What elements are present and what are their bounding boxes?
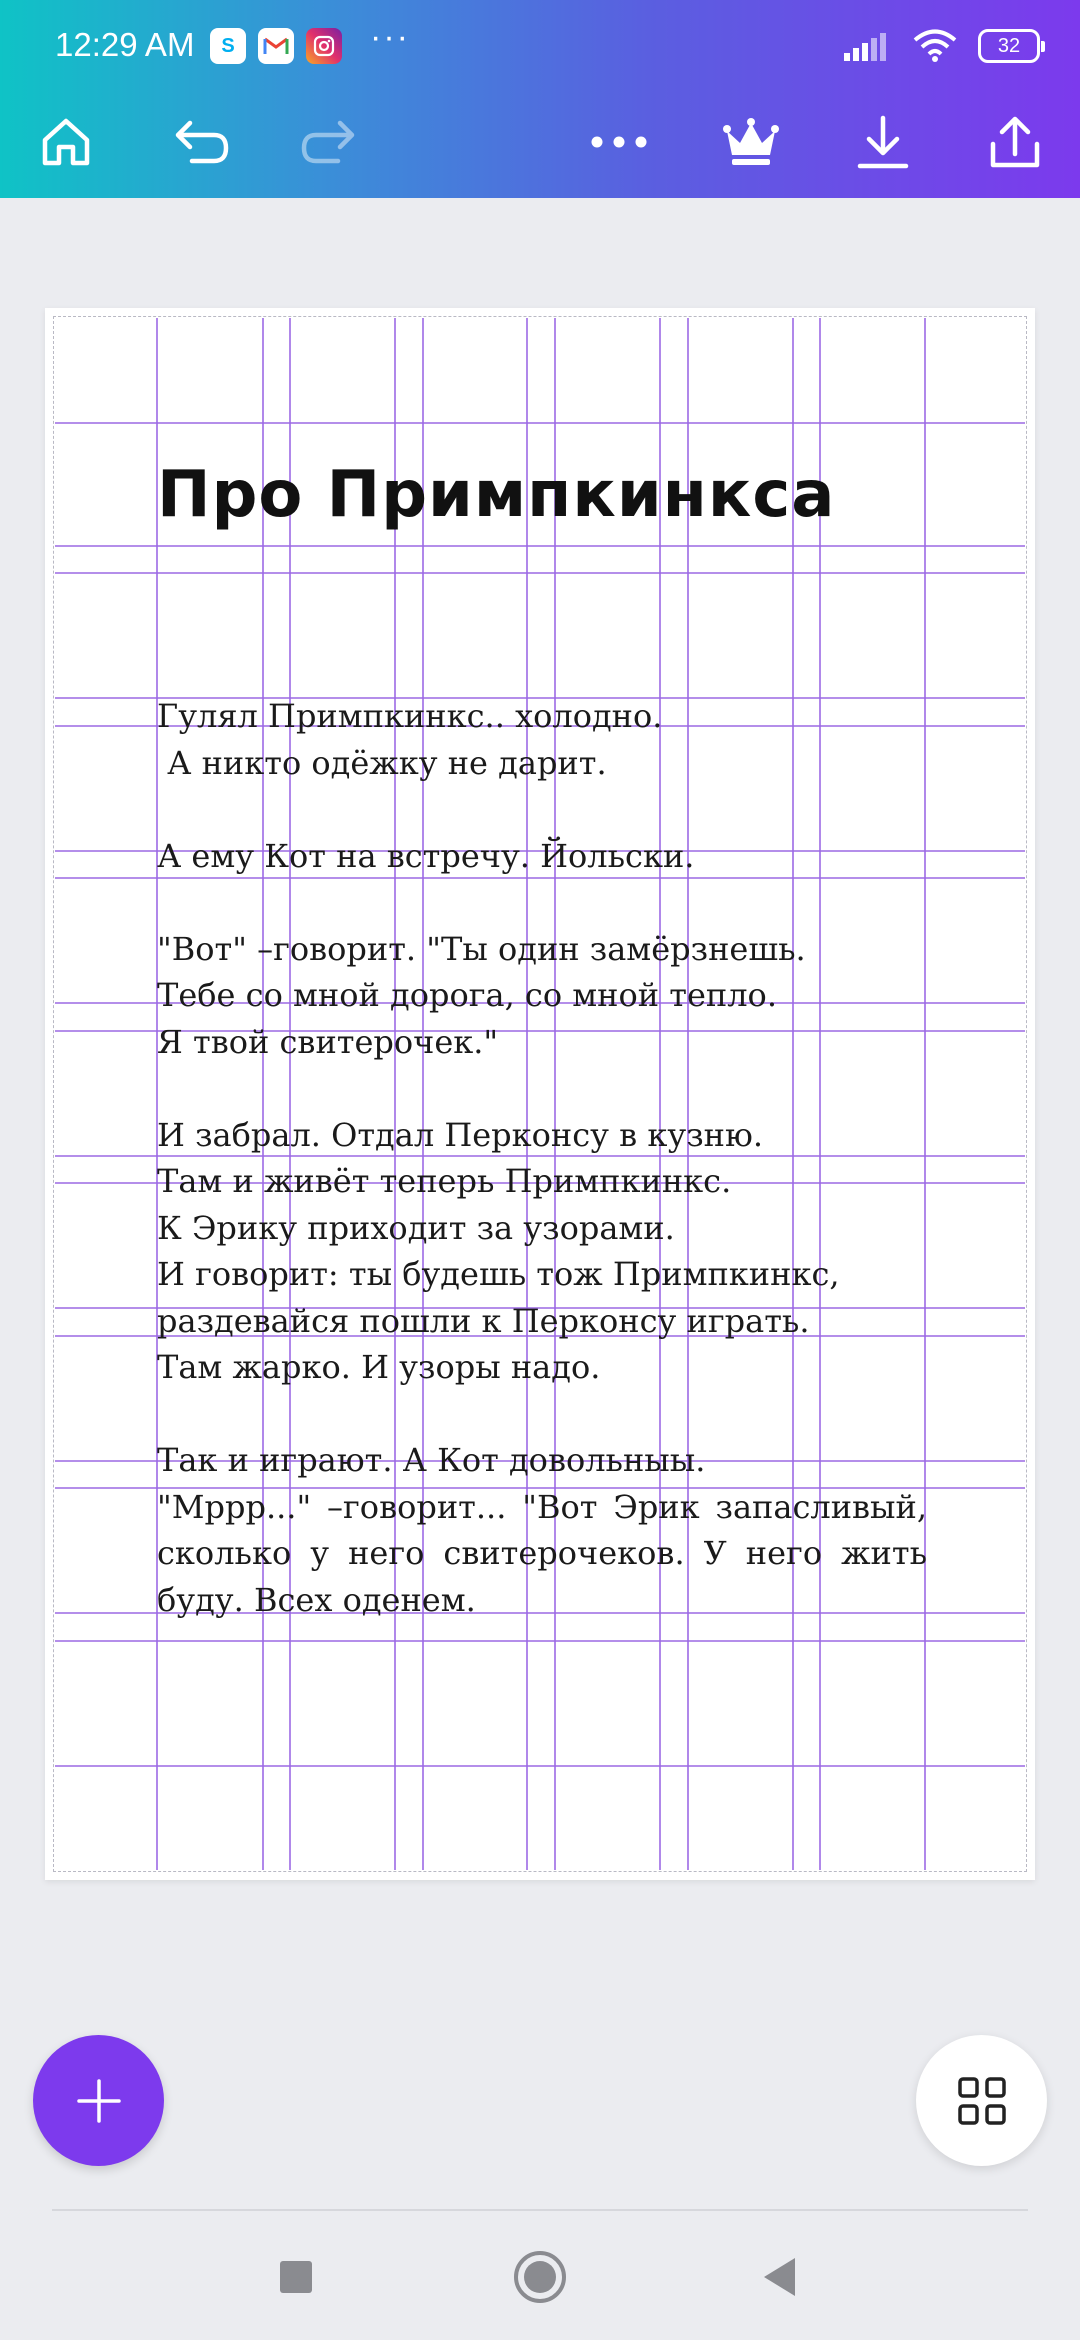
redo-button[interactable] (290, 102, 370, 182)
grid-view-icon (957, 2076, 1007, 2126)
poem-line: Так и играют. А Кот довольныы. (157, 1441, 706, 1479)
paragraph-gap (157, 879, 927, 926)
recents-button[interactable] (261, 2242, 331, 2312)
poem-line: А ему Кот на встречу. Йольски. (157, 836, 695, 875)
redo-icon (300, 117, 360, 167)
home-button[interactable] (26, 102, 106, 182)
battery-indicator: 32 (978, 29, 1040, 63)
add-element-button[interactable] (33, 2035, 164, 2166)
poem-line: "Вот" –говорит. "Ты один замёрзнешь. (157, 929, 806, 968)
poem-text-box[interactable] (157, 693, 927, 1623)
signal-icon (842, 31, 892, 61)
more-options-icon (589, 135, 649, 149)
system-navigation-bar (0, 2212, 1080, 2340)
design-title-text[interactable]: Про Примпкинкса (157, 458, 836, 532)
poem-line: А никто одёжку не дарит. (157, 743, 607, 782)
more-options-button[interactable] (579, 102, 659, 182)
recents-square-icon (279, 2260, 313, 2294)
paragraph-gap (157, 1065, 927, 1112)
nav-divider (52, 2209, 1028, 2211)
status-bar (0, 0, 1080, 92)
share-icon (987, 114, 1043, 170)
back-button[interactable] (745, 2242, 815, 2312)
poem-line: Я твой свитерочек." (157, 1022, 499, 1061)
instagram-icon (306, 28, 342, 64)
share-button[interactable] (975, 102, 1055, 182)
download-button[interactable] (843, 102, 923, 182)
poem-line: К Эрику приходит за узорами. (157, 1208, 675, 1247)
wifi-icon (912, 29, 958, 63)
home-circle-icon (512, 2249, 568, 2305)
undo-icon (170, 117, 230, 167)
plus-icon (76, 2078, 122, 2124)
poem-line: Гулял Примпкинкс.. холодно. (157, 697, 663, 735)
system-home-button[interactable] (505, 2242, 575, 2312)
status-indicators (842, 26, 1040, 66)
app-header (0, 0, 1080, 198)
poem-line: И говорит: ты будешь тож Примпкинкс, (157, 1255, 840, 1293)
premium-crown-icon (722, 117, 780, 167)
undo-button[interactable] (160, 102, 240, 182)
poem-line: раздевайся пошли к Перконсу играть. (157, 1301, 810, 1340)
gmail-icon (258, 28, 294, 64)
poem-line: Тебе со мной дорога, со мной тепло. (157, 976, 777, 1014)
design-page[interactable] (45, 308, 1035, 1880)
home-icon (37, 113, 95, 171)
editor-toolbar (0, 92, 1080, 198)
premium-button[interactable] (711, 102, 791, 182)
poem-line: Там жарко. И узоры надо. (157, 1348, 601, 1386)
paragraph-gap (157, 786, 927, 833)
pages-grid-button[interactable] (916, 2035, 1047, 2166)
skype-icon: S (210, 28, 246, 64)
more-notifications-icon: ··· (370, 18, 410, 56)
status-time: 12:29 AM (55, 26, 195, 63)
poem-final-paragraph: "Мррр..." –говорит... "Вот Эрик запасливый, сколько у него свитерочеков. У него жить буду. Всех оденем. (157, 1487, 927, 1619)
back-triangle-icon (761, 2256, 799, 2298)
poem-line: И забрал. Отдал Перконсу в кузню. (157, 1115, 763, 1154)
poem-line: Там и живёт теперь Примпкинкс. (157, 1162, 732, 1200)
paragraph-gap (157, 1391, 927, 1438)
download-icon (856, 114, 910, 170)
